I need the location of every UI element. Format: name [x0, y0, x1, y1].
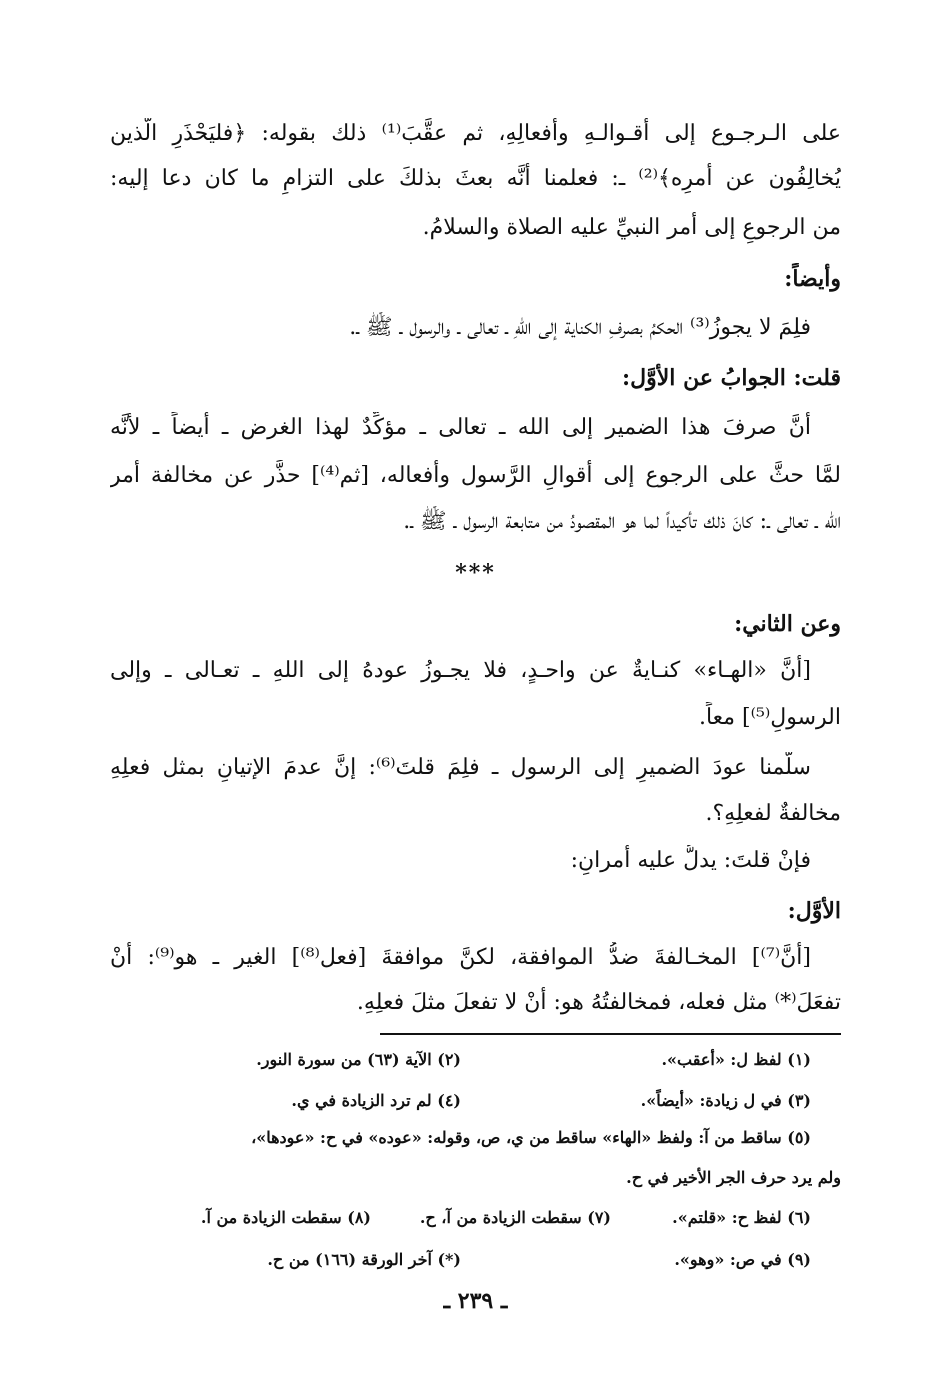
footnote-5-line-2: ولم يرد حرف الجر الأخير في ح. [626, 1168, 841, 1187]
footnote-7: (٧) سقطت الزيادة من آ، ح. [419, 1208, 611, 1227]
paragraph-2-line-2: لمَّا حثَّ على الرجوع إلى أقوالِ الرَّسول وأفعاله، [ثم⁽⁴⁾] حذَّر عن مخالفة أمر [110, 463, 841, 488]
paragraph-4-line-2: مخالفةٌ لفعلِهِ؟. [705, 801, 841, 826]
paragraph-4-line-1: سلَّمنا عودَ الضميرِ إلى الرسول ـ فلِمَ قلتَ⁽⁶⁾: إنَّ عدمَ الإتيانِ بمثل فعلِهِ [110, 755, 811, 780]
paragraph-1-line-1: على الـرجـوع إلى أقـوالـهِ وأفعالِهِ، ثم عقَّبَ⁽¹⁾ ذلك بقوله: ﴿فليَحْذَرِ الَّذين [110, 121, 841, 146]
footnote-star: (*) آخر الورقة (١٦٦) من ح. [267, 1250, 461, 1269]
footnote-rule [380, 1033, 841, 1035]
paragraph-5: فإنْ قلتَ: يدلُّ عليه أمرانِ: [570, 848, 811, 873]
footnote-6: (٦) لفظ ح: «قلتم». [672, 1208, 811, 1227]
footnote-5-line-1: (٥) ساقط من آ: ولفظ «الهاء» ساقط من ي، ص، وقوله: «عوده» في ح: «عودها»، [251, 1128, 811, 1147]
paragraph-1-line-2: يُخالِفُون عن أمرِه﴾⁽²⁾ ـ: فعلمنا أنَّه بعثَ بذلكَ على التزامِ ما كان دعا إليه: [110, 166, 841, 191]
paragraph-3-line-1: [أنَّ «الهـاء» كنـايةٌ عن واحـدٍ، فلا يجـوزُ عودهُ إلى اللهِ ـ تعـالى ـ وإلى [110, 658, 811, 683]
paragraph-1-line-3: من الرجوعِ إلى أمر النبيِّ عليه الصلاة والسلامُ. [422, 215, 841, 240]
aydan-heading: وأيضاً: [784, 266, 841, 292]
paragraph-3-line-2: الرسولِ⁽⁵⁾] معاً. [698, 705, 841, 730]
second-heading: وعن الثاني: [734, 611, 841, 637]
section-separator: *** [455, 560, 496, 586]
answer-heading: قلت: الجوابُ عن الأوَّل: [622, 365, 841, 391]
footnote-4: (٤) لم ترد الزيادة في ي. [291, 1091, 461, 1110]
page-number: ـ ٢٣٩ ـ [443, 1288, 508, 1314]
question-line: فلِمَ لا يجوزُ⁽³⁾ الحكمُ بصرفِ الكناية إلى اللهِ ـ تعالى ـ والرسول ـ ﷺ ـ. [349, 315, 811, 340]
footnote-8: (٨) سقطت الزيادة من آ. [200, 1208, 371, 1227]
footnote-3: (٣) في ل زيادة: «أيضاً». [640, 1091, 811, 1110]
paragraph-6-line-2: تفعَلَ⁽*⁾ مثل فعله، فمخالفتُهُ هو: أنْ لا تفعلَ مثلَ فعلِهِ. [356, 990, 841, 1015]
first-heading: الأوَّل: [787, 898, 841, 924]
footnote-2: (٢) الآية (٦٣) من سورة النور. [256, 1050, 461, 1069]
paragraph-6-line-1: [أنَّ⁽⁷⁾] المخـالفةَ ضدُّ الموافقة، لكنَّ موافقةَ [فعل⁽⁸⁾] الغير ـ هو⁽⁹⁾: أنْ [110, 945, 811, 970]
paragraph-2-line-3: الله ـ تعالى ـ: كانَ ذلك تأكيداً لما هو المقصودُ من متابعة الرسول ـ ﷺ ـ. [403, 509, 841, 534]
footnote-1: (١) لفظ ل: «أعقب». [661, 1050, 811, 1069]
footnote-9: (٩) في ص: «وهو». [674, 1250, 811, 1269]
paragraph-2-line-1: أنَّ صرفَ هذا الضمير إلى الله ـ تعالى ـ مؤكِّدٌ لهذا الغرض ـ أيضاً ـ لأنَّه [110, 415, 811, 440]
